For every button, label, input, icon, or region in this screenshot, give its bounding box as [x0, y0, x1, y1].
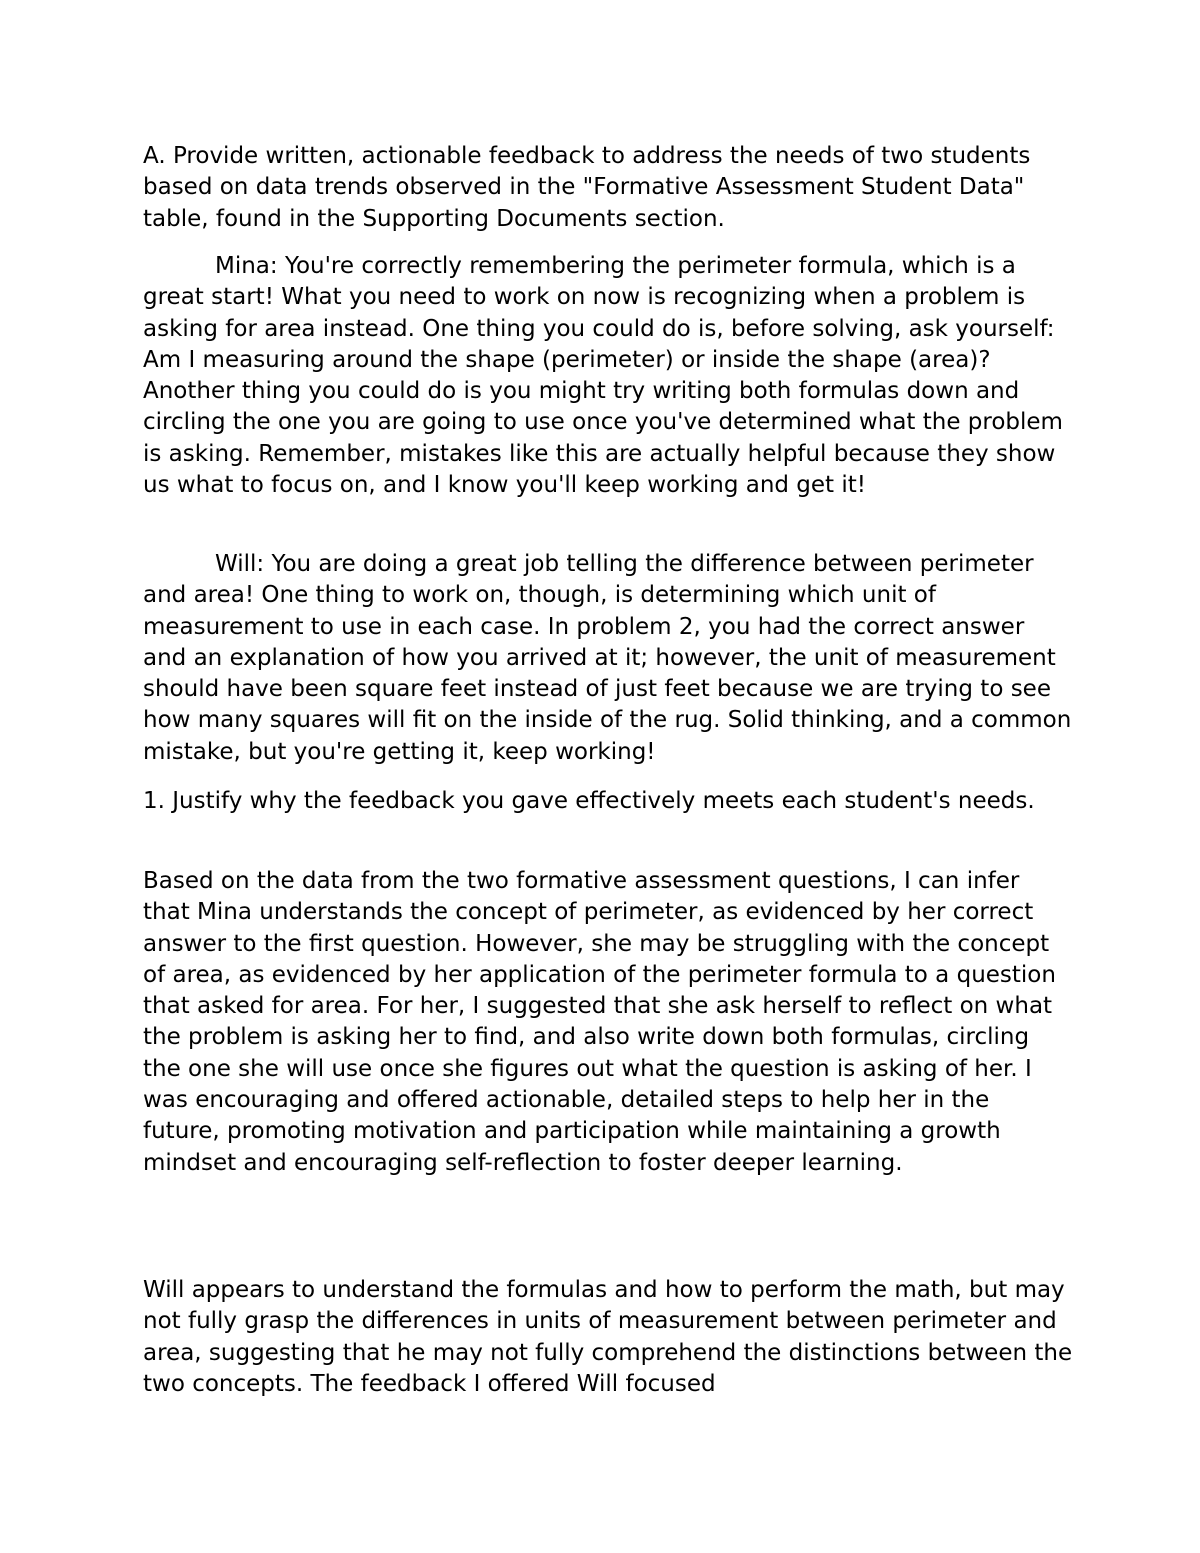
question-a-paragraph: A. Provide written, actionable feedback to address the needs of two students based on data trends observed in the "Formative Assessment Student Data" table, found in the Supporting Documents section. — [143, 143, 1031, 232]
question-1-paragraph: 1. Justify why the feedback you gave effectively meets each student's needs. — [143, 788, 1035, 814]
answer-will-paragraph: Will appears to understand the formulas and how to perform the math, but may not fully grasp the differences in units of measurement between perimeter and area, suggesting that he may not fully comprehend the distinctions between the two concepts. The feedback I offered Will focused — [143, 1277, 1073, 1397]
feedback-mina-paragraph: Mina: You're correctly remembering the perimeter formula, which is a great start! What you need to work on now is recognizing when a problem is asking for area instead. One thing you could do is, before solving, ask yourself: Am I measuring around the shape (perimeter) or inside the shape (area)? Another thing you could do is you might try writing both formulas down and circling the one you are going to use once you've determined what the problem is asking. Remember, mistakes like this are actually helpful because they show us what to focus on, and I know you'll keep working and get it! — [143, 253, 1063, 499]
feedback-will-paragraph: Will: You are doing a great job telling the difference between perimeter and area! One thing to work on, though, is determining which unit of measurement to use in each case. In problem 2, you had the correct answer and an explanation of how you arrived at it; however, the unit of measurement should have been square feet instead of just feet because we are trying to see how many squares will fit on the inside of the rug. Solid thinking, and a common mistake, but you're getting it, keep working! — [143, 551, 1072, 765]
answer-mina-paragraph: Based on the data from the two formative assessment questions, I can infer that Mina understands the concept of perimeter, as evidenced by her correct answer to the first question. However, she may be struggling with the concept of area, as evidenced by her application of the perimeter formula to a question that asked for area. For her, I suggested that she ask herself to reflect on what the problem is asking her to find, and also write down both formulas, circling the one she will use once she figures out what the question is asking of her. I was encouraging and offered actionable, detailed steps to help her in the future, promoting motivation and participation while maintaining a growth mindset and encouraging self-reflection to foster deeper learning. — [143, 868, 1056, 1176]
